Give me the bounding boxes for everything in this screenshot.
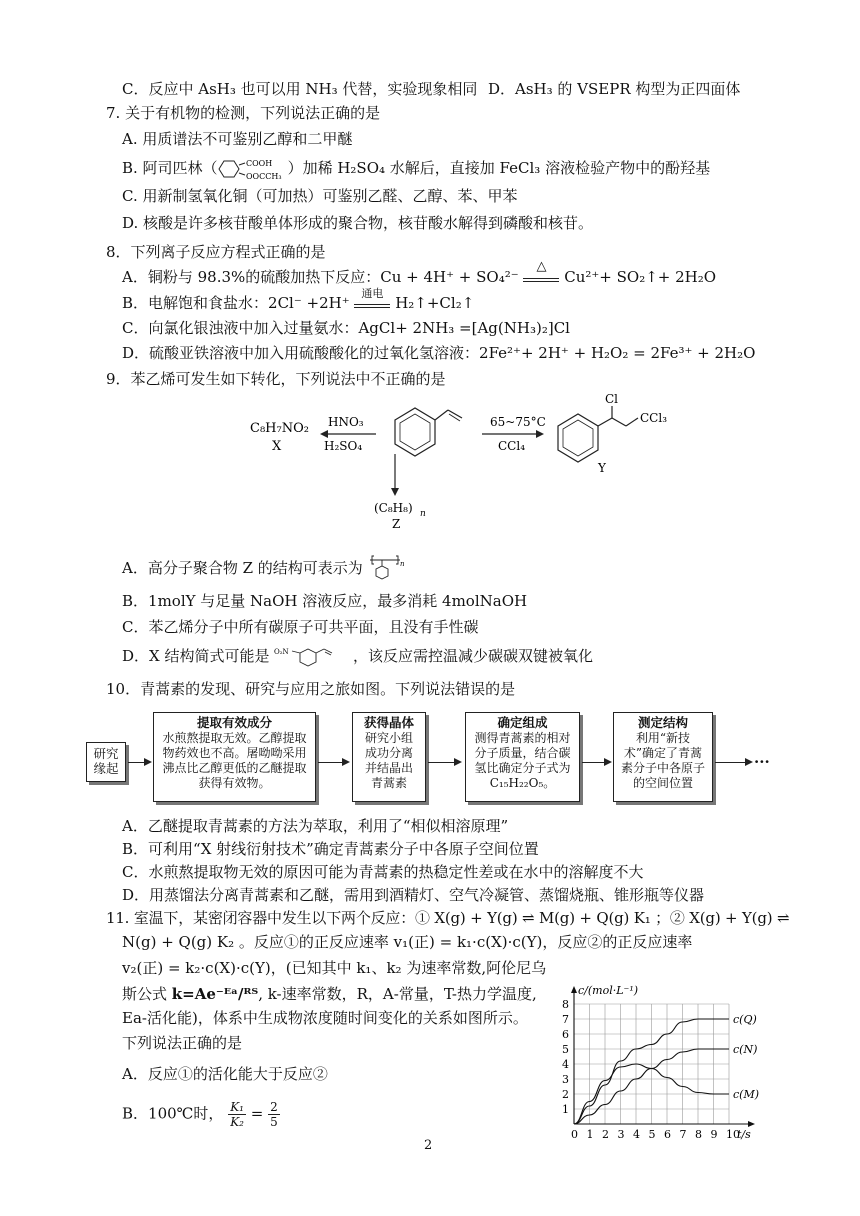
- y-tick-label: 7: [562, 1013, 569, 1026]
- y-tick-label: 1: [562, 1103, 569, 1116]
- concentration-time-chart: [556, 972, 770, 1144]
- z-label: Z: [392, 517, 401, 531]
- series-label: c(M): [733, 1088, 760, 1101]
- flow-box-composition: [465, 712, 580, 802]
- flow-arrow-5: [715, 762, 751, 763]
- z-formula: (C₈H₈): [374, 501, 413, 515]
- q8-option-a-pre: A．铜粉与 98.3%的硫酸加热下反应：Cu + 4H⁺ + SO₄²⁻: [122, 268, 519, 286]
- x-axis-label: t/s: [737, 1128, 751, 1141]
- flow-ellipsis: ···: [754, 753, 770, 771]
- research-origin-box: 研究缘起: [86, 742, 126, 782]
- reagent-h2so4: H₂SO₄: [324, 439, 363, 453]
- box1-body: 水煎熬提取无效。乙醇提取物药效也不高。屠呦呦采用沸点比乙醇更低的乙醚提取获得有效物。: [162, 731, 307, 790]
- q11-line-4-post: , k-速率常数，R，A-常量，T-热力学温度,: [258, 985, 537, 1003]
- box4-body: 利用“新技术”确定了青蒿素分子中各原子的空间位置: [621, 731, 706, 790]
- q7-option-b: [122, 156, 710, 182]
- flow-arrow-2: [318, 762, 348, 763]
- q9-option-b: B．1molY 与足量 NaOH 溶液反应，最多消耗 4molNaOH: [122, 592, 528, 610]
- x-axis-arrow: [748, 1121, 755, 1127]
- box2-body: 研究小组成功分离并结晶出青蒿素: [364, 731, 413, 790]
- nitro-group: O₂N: [274, 648, 289, 656]
- denominator-5: 5: [270, 1115, 278, 1129]
- prev-option-d: D．AsH₃ 的 VSEPR 构型为正四面体: [488, 80, 741, 98]
- q9-stem: 9．苯乙烯可发生如下转化，下列说法中不正确的是: [106, 370, 446, 388]
- heat-symbol: △: [536, 259, 547, 274]
- q11-line-6: 下列说法正确的是: [122, 1034, 243, 1052]
- y-tick-label: 4: [562, 1058, 569, 1071]
- q11-line-5: Ea-活化能)，体系中生成物浓度随时间变化的关系如图所示。: [122, 1009, 528, 1027]
- reagent-hno3: HNO₃: [328, 415, 364, 429]
- q9-option-d: [122, 644, 593, 670]
- flow-box-structure: [613, 712, 713, 802]
- aspirin-cooh: COOH: [245, 159, 272, 168]
- styrene-ring-icon: [395, 408, 435, 456]
- q9-option-d-pre: D．X 结构简式可能是: [122, 647, 270, 665]
- box3-body: 测得青蒿素的相对分子质量，结合碳氢比确定分子式为C₁₅H₂₂O₅。: [474, 731, 571, 790]
- q10-stem: 10．青蒿素的发现、研究与应用之旅如图。下列说法错误的是: [106, 680, 516, 698]
- x-tick-label: 10: [726, 1128, 740, 1141]
- k1: K₁: [230, 1100, 244, 1114]
- value-fraction: [268, 1100, 280, 1129]
- flow-arrow-4: [582, 762, 610, 763]
- flow-box-crystal: [352, 712, 426, 802]
- x-tick-label: 0: [571, 1128, 578, 1141]
- q8-stem: 8．下列离子反应方程式正确的是: [106, 243, 326, 261]
- aspirin-structure: [218, 156, 288, 182]
- x-tick-label: 7: [679, 1128, 687, 1141]
- x-formula: C₈H₇NO₂: [250, 421, 309, 436]
- x-tick-label: 9: [710, 1128, 718, 1141]
- z-n: n: [420, 509, 426, 519]
- electrolysis-condition: [354, 287, 390, 308]
- nitrostyrene-ring-icon: [300, 649, 316, 666]
- k2: K₂: [230, 1115, 244, 1129]
- q7-option-b-pre: B. 阿司匹林（: [122, 159, 218, 177]
- aspirin-oocch3: OOCCH₃: [245, 172, 282, 181]
- flow-box-extract: [153, 712, 316, 802]
- y-ring-icon: [558, 414, 598, 462]
- q11-option-b-pre: B．100℃时，: [122, 1104, 224, 1123]
- y-ccl3: CCl₃: [640, 411, 668, 425]
- q9-option-c: C．苯乙烯分子中所有碳原子可共平面，且没有手性碳: [122, 618, 479, 636]
- q8-option-c: C．向氯化银浊液中加入过量氨水：AgCl+ 2NH₃ =[Ag(NH₃)₂]Cl: [122, 319, 570, 337]
- q11-line-3: v₂(正) = k₂·c(X)·c(Y)，(已知其中 k₁、k₂ 为速率常数,阿伦尼乌: [122, 959, 547, 977]
- q9-option-a: [122, 554, 408, 584]
- x-tick-label: 8: [695, 1128, 702, 1141]
- x-tick-label: 2: [602, 1128, 609, 1141]
- reagent-ccl4: CCl₄: [498, 439, 526, 453]
- prev-option-c: C．反应中 AsH₃ 也可以用 NH₃ 代替，实验现象相同: [122, 80, 478, 98]
- q8-option-b: [122, 287, 475, 314]
- q10-option-b: B．可利用“X 射线衍射技术”确定青蒿素分子中各原子空间位置: [122, 840, 539, 858]
- y-axis-arrow: [571, 986, 577, 993]
- q9-option-a-text: A．高分子聚合物 Z 的结构可表示为: [122, 559, 363, 577]
- series-label: c(Q): [733, 1013, 757, 1026]
- box1-title: 提取有效成分: [196, 715, 272, 730]
- q10-option-a: A．乙醚提取青蒿素的方法为萃取，利用了“相似相溶原理”: [122, 817, 509, 835]
- y-axis-label: c/(mol·L⁻¹): [578, 984, 639, 997]
- nitrostyrene-structure: [274, 644, 348, 670]
- numerator-2: 2: [270, 1100, 278, 1114]
- styrene-transformation-scheme: [240, 392, 700, 542]
- q8-option-a: [122, 259, 717, 288]
- q11-line-2: N(g) + Q(g) K₂ 。反应①的正反应速率 v₁(正) = k₁·c(X)·c(Y)，反应②的正反应速率: [122, 933, 693, 951]
- heat-condition: [523, 259, 559, 282]
- q7-stem: 7. 关于有机物的检测，下列说法正确的是: [106, 104, 381, 122]
- polystyrene-structure-icon: [368, 554, 408, 584]
- aspirin-ring-icon: [218, 156, 288, 182]
- q8-option-b-post: H₂↑+Cl₂↑: [395, 294, 475, 312]
- equals-sign: =: [250, 1104, 264, 1123]
- x-tick-label: 3: [617, 1128, 625, 1141]
- box3-title: 确定组成: [497, 715, 548, 730]
- q10-option-c: C．水煎熬提取物无效的原因可能为青蒿素的热稳定性差或在水中的溶解度不大: [122, 863, 644, 881]
- q8-option-b-pre: B．电解饱和食盐水：2Cl⁻ +2H⁺: [122, 294, 350, 312]
- q8-option-a-post: Cu²⁺+ SO₂↑+ 2H₂O: [564, 268, 717, 286]
- y-tick-label: 5: [562, 1043, 569, 1056]
- x-tick-label: 5: [648, 1128, 656, 1141]
- flow-arrow-1: [128, 762, 150, 763]
- y-tick-label: 3: [562, 1073, 569, 1086]
- flow-arrow-3: [428, 762, 460, 763]
- q7-option-d: D. 核酸是许多核苷酸单体形成的聚合物，核苷酸水解得到磷酸和核苷。: [122, 214, 594, 232]
- q10-option-d: D．用蒸馏法分离青蒿素和乙醚，需用到酒精灯、空气冷凝管、蒸馏烧瓶、锥形瓶等仪器: [122, 886, 705, 904]
- reagent-temperature: 65~75°C: [490, 415, 546, 429]
- y-tick-label: 2: [562, 1088, 569, 1101]
- k-ratio-fraction: [228, 1100, 246, 1129]
- q7-option-a: A. 用质谱法不可鉴别乙醇和二甲醚: [122, 130, 353, 148]
- arrhenius-formula: k=Ae⁻ᴱᵃ/ᴿᵀ: [171, 985, 259, 1003]
- q7-option-c: C. 用新制氢氧化铜（可加热）可鉴别乙醛、乙醇、苯、甲苯: [122, 187, 518, 205]
- series-label: c(N): [733, 1043, 758, 1056]
- page-number: 2: [424, 1138, 433, 1153]
- x-tick-label: 4: [633, 1128, 640, 1141]
- x-label: X: [272, 439, 282, 454]
- y-tick-label: 6: [562, 1028, 569, 1041]
- q11-option-b: [122, 1100, 280, 1129]
- q11-line-4-pre: 斯公式: [122, 985, 172, 1003]
- y-label: Y: [598, 461, 606, 475]
- electrolysis-label: 通电: [361, 287, 384, 300]
- q9-option-d-post: ，该反应需控温减少碳碳双键被氧化: [353, 647, 594, 665]
- box2-title: 获得晶体: [363, 715, 414, 730]
- y-cl: Cl: [605, 392, 619, 406]
- y-tick-label: 8: [562, 998, 569, 1011]
- q11-line-4: [122, 983, 537, 1005]
- q8-option-d: D．硫酸亚铁溶液中加入用硫酸酸化的过氧化氢溶液：2Fe²⁺+ 2H⁺ + H₂O₂ = 2Fe³⁺ + 2H₂O: [122, 344, 756, 362]
- box4-title: 测定结构: [637, 715, 688, 730]
- q11-line-1: 11. 室温下，某密闭容器中发生以下两个反应：① X(g) + Y(g) ⇌ M(g) + Q(g) K₁ ；② X(g) + Y(g) ⇌: [106, 909, 790, 927]
- q7-option-b-post: ）加稀 H₂SO₄ 水解后，直接加 FeCl₃ 溶液检验产物中的酚羟基: [287, 159, 711, 177]
- x-tick-label: 1: [586, 1128, 594, 1141]
- q11-option-a: A．反应①的活化能大于反应②: [122, 1065, 328, 1083]
- svg-text:n: n: [399, 560, 405, 568]
- x-tick-label: 6: [664, 1128, 671, 1141]
